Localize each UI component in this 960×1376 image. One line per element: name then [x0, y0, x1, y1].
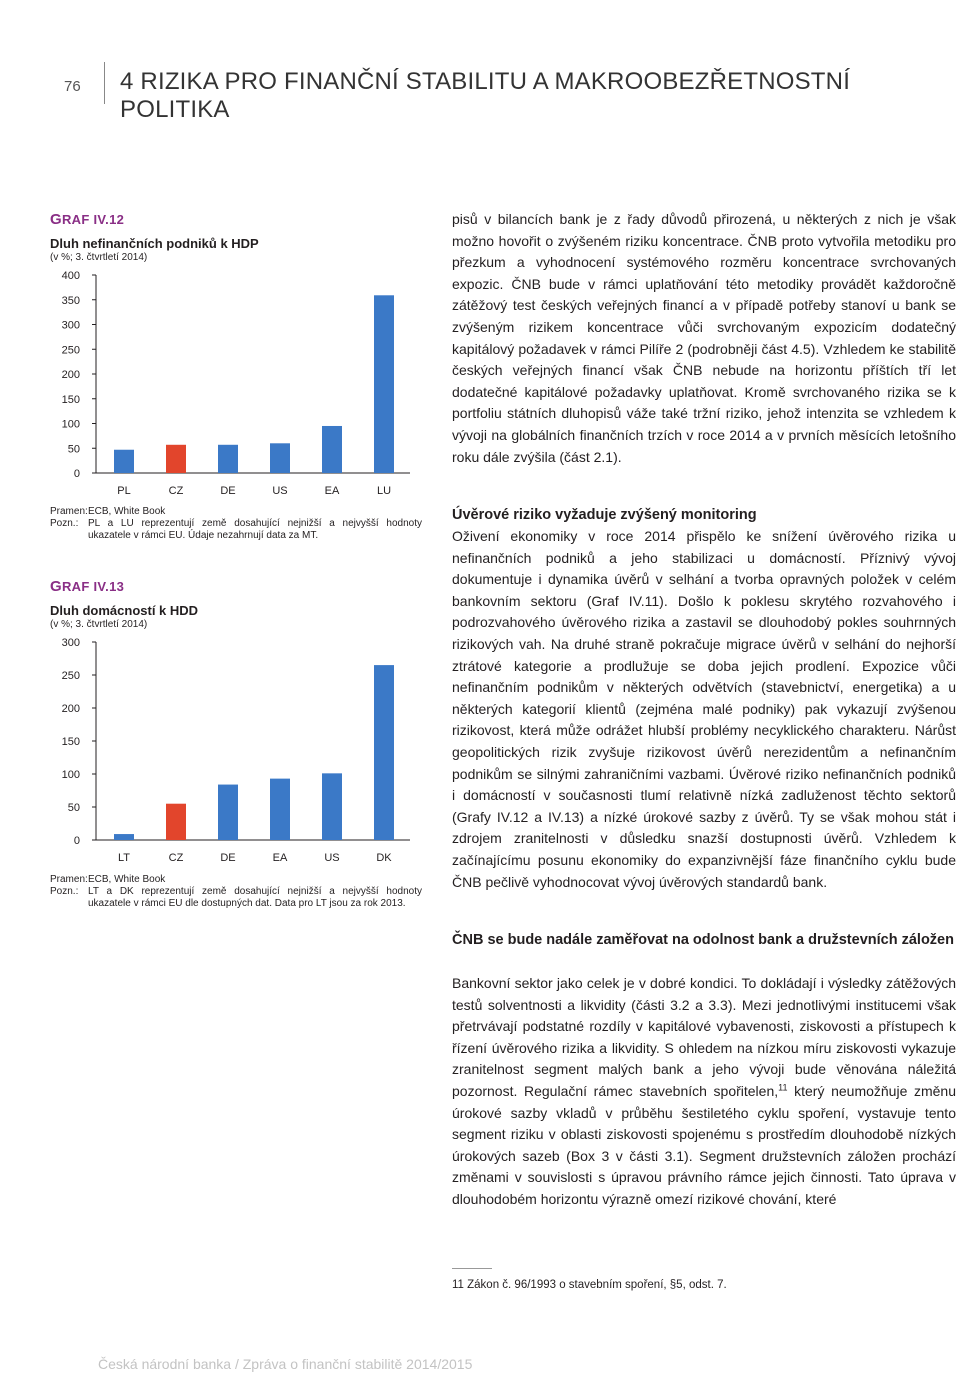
- chapter-title: 4 RIZIKA PRO FINANČNÍ STABILITU A MAKROOBEZŘETNOSTNÍ POLITIKA: [120, 68, 851, 123]
- graf13-label: GRAF IV.13: [50, 578, 125, 595]
- y-tick-label: 150: [61, 393, 80, 406]
- y-tick-label: 150: [61, 736, 80, 748]
- page-footer: Česká národní banka / Zpráva o finanční stabilitě 2014/2015: [98, 1356, 473, 1372]
- bar-dk: [374, 665, 394, 840]
- footnote: 11 Zákon č. 96/1993 o stavebním spoření, §5, odst. 7.: [452, 1279, 727, 1291]
- graf13-source: Pramen:ECB, White Book: [50, 874, 166, 885]
- y-tick-label: 50: [67, 802, 80, 814]
- graf13-title: Dluh domácností k HDD: [50, 603, 199, 618]
- x-tick-label: US: [324, 852, 340, 864]
- bar-lu: [374, 295, 394, 473]
- y-tick-label: 0: [73, 835, 80, 847]
- bar-us: [322, 773, 342, 840]
- bar-ea: [322, 426, 342, 473]
- y-tick-label: 50: [67, 443, 80, 456]
- y-tick-label: 250: [61, 670, 80, 682]
- graf12-unit: (v %; 3. čtvrtletí 2014): [50, 252, 148, 263]
- x-tick-label: PL: [117, 485, 131, 497]
- paragraph-resilience: Bankovní sektor jako celek je v dobré kondici. To dokládají i výsledky zátěžových testů solventnosti a likvidity (části 3.2 a 3.3). Mezi jednotlivými institucemi však přetrvávají podstatné rozdíly v kapitálové vybavenosti, ziskovosti a přístupech k řízení úvěrového rizika a likvidity. S ohledem na nízkou míru ziskovosti vykazuje zranitelnost segment malých bank a jeho vývoji bude věnována náležitá pozornost. Regulační rámec stavebních spořitelen,$^{11}$ který neumožňuje změnu úrokové sazby vkladů v průběhu šestiletého cyklu spoření, vystavuje tento segment riziku v oblasti ziskovosti spojenému s prostředím dlouhodobě nízkých úrokových sazeb (Box 3 v části 3.1). Segment družstevních záložen prochází změnami v souvislosti s úpravou právního rámce jejich činnosti. Tato úprava v dlouhodobém horizontu výrazně omezí rizikové chování, které: [452, 975, 957, 1207]
- y-tick-label: 300: [61, 319, 80, 332]
- x-tick-label: LU: [376, 485, 392, 497]
- heading-credit-risk: Úvěrové riziko vyžaduje zvýšený monitoring: [452, 507, 757, 523]
- y-tick-label: 350: [61, 294, 80, 307]
- graf12-title: Dluh nefinančních podniků k HDP: [50, 236, 259, 251]
- x-tick-label: US: [272, 485, 288, 497]
- y-tick-label: 100: [61, 418, 80, 431]
- bar-de: [218, 445, 238, 473]
- graf12-label: GRAF IV.12: [50, 211, 125, 228]
- bar-pl: [114, 450, 134, 473]
- x-tick-label: EA: [272, 852, 288, 864]
- graf13-chart: [50, 632, 422, 870]
- x-tick-label: DE: [220, 852, 236, 864]
- x-tick-label: CZ: [168, 485, 184, 497]
- bar-us: [270, 443, 290, 473]
- y-tick-label: 0: [73, 468, 80, 480]
- x-tick-label: DE: [220, 485, 236, 497]
- y-tick-label: 200: [61, 703, 80, 715]
- page-number: 76: [64, 78, 81, 95]
- footnote-ref: 11: [778, 1082, 788, 1093]
- graf12-note: Pozn.: PL a LU reprezentují země dosahující nejnižší a nejvyšší hodnoty ukazatele v rámci EU. Údaje nezahrnují data za MT.: [50, 518, 422, 541]
- bar-de: [218, 785, 238, 840]
- bar-lt: [114, 834, 134, 840]
- y-tick-label: 100: [61, 769, 80, 781]
- y-tick-label: 250: [61, 344, 80, 357]
- heading-resilience: ČNB se bude nadále zaměřovat na odolnost bank a družstevních záložen: [452, 932, 954, 948]
- y-tick-label: 400: [61, 270, 80, 282]
- paragraph-sovereign-risk: pisů v bilancích bank je z řady důvodů přirozená, u některých z nich je však možno hovořit o zvýšeném riziku koncentrace. ČNB proto vytvořila metodiku pro přezkum a vyhodnocení systémového rozměru koncentrace svrchovaných expozic. ČNB bude v rámci uplatňování této metodiky provádět každoročně zátěžový test českých veřejných financí a v případě potřeby stanoví u bank se zvýšeným rizikem koncentrace vůči svrchovaným expozicím dodatečný kapitálový požadavek v rámci Pilíře 2 (podrobněji část 4.5). Vzhledem ke stabilitě českých veřejných financí však ČNB nebude na horizontu příštích tří let dodatečné kapitálové požadavky uplatňovat. Kromě svrchovaného rizika se k portfoliu státních dluhopisů váže také tržní riziko, jehož intenzita se vzhledem k vývoji na globálních finančních trzích v roce 2014 a v prvních měsících letošního roku dále zvýšila (část 2.1).: [452, 211, 956, 465]
- graf12-source: Pramen:ECB, White Book: [50, 506, 166, 517]
- graf12-chart: [50, 265, 422, 503]
- bar-cz: [166, 445, 186, 473]
- bar-cz: [166, 804, 186, 840]
- graf13-unit: (v %; 3. čtvrtletí 2014): [50, 619, 148, 630]
- x-tick-label: CZ: [168, 852, 184, 864]
- x-tick-label: DK: [376, 852, 392, 864]
- y-tick-label: 300: [61, 637, 80, 649]
- y-tick-label: 200: [61, 369, 80, 381]
- footnote-divider: [452, 1268, 492, 1269]
- header-divider: [104, 62, 105, 104]
- x-tick-label: LT: [117, 852, 131, 864]
- bar-ea: [270, 779, 290, 840]
- x-tick-label: EA: [324, 485, 340, 497]
- paragraph-credit-risk: Oživení ekonomiky v roce 2014 přispělo ke snížení úvěrového rizika u nefinančních podniků a jeho stabilizaci u domácností. Příznivý vývoj dokumentuje i dynamika úvěrů v selhání a tvorba opravných položek v celém bankovním sektoru (Graf IV.11). Došlo k poklesu skrytého rozvahového i podrozvahového úvěrového rizika a zastavil se dlouhodobý pokles souhrnných rizikových vah. Na druhé straně pokračuje migrace úvěrů v selhání do nejhorší ztrátové kategorie a prodlužuje se doba jejich prodlení. Expozice vůči nefinančním podnikům v některých odvětvích (stavebnictví, energetika) a u některých kategorií klientů (zejména malé podniky) pak vykazují zvýšenou rizikovost, která může odrážet hlubší problémy necyklického charakteru. Nárůst geopolitických rizik zvyšuje rizikovost úvěrů nerezidentům a nefinančním podnikům se silnými zahraničními vazbami. Úvěrové riziko nefinančních podniků i domácností v současnosti tlumí relativně nízká zadluženost těchto sektorů (Grafy IV.12 a IV.13) a nízké úrokové sazby z úvěrů. Ty se však mohou stát i zdrojem zranitelnosti v důsledku snazší dostupnosti úvěrů. Vzhledem k začínajícímu posunu ekonomiky do expanzivnější fáze finančního cyklu bude ČNB pečlivě vyhodnocovat vývoj úvěrových standardů bank.: [452, 528, 956, 890]
- graf13-note: Pozn.: LT a DK reprezentují země dosahující nejnižší a nejvyšší hodnoty ukazatele v rámci EU dle dostupných dat. Data pro LT jsou za rok 2013.: [50, 886, 422, 909]
